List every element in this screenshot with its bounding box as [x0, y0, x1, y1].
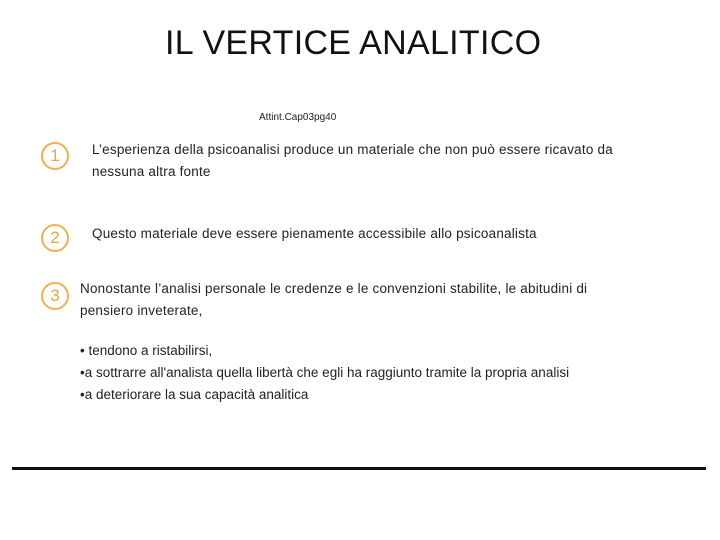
point-text-1: L’esperienza della psicoanalisi produce un materiale che non può essere ricavato da nessuna altra fonte [92, 142, 613, 179]
slide-title: IL VERTICE ANALITICO [165, 24, 542, 62]
bullet-item: •a sottrarre all'analista quella libertà che egli ha raggiunto tramite la propria analisi [80, 365, 570, 380]
bullet-list [80, 340, 569, 406]
point-text-2: Questo materiale deve essere pienamente accessibile allo psicoanalista [92, 226, 537, 241]
number-badge-2: 2 [41, 224, 69, 252]
number-badge-1: 1 [41, 142, 69, 170]
point-text-3: Nonostante l’analisi personale le credenze e le convenzioni stabilite, le abitudini di pensiero inveterate, [80, 281, 588, 318]
bullet-item: • tendono a ristabilirsi, [80, 343, 213, 358]
source-reference: Attint.Cap03pg40 [259, 112, 337, 123]
number-badge-3: 3 [41, 282, 69, 310]
bottom-divider [12, 467, 706, 470]
bullet-item: •a deteriorare la sua capacità analitica [80, 387, 309, 402]
